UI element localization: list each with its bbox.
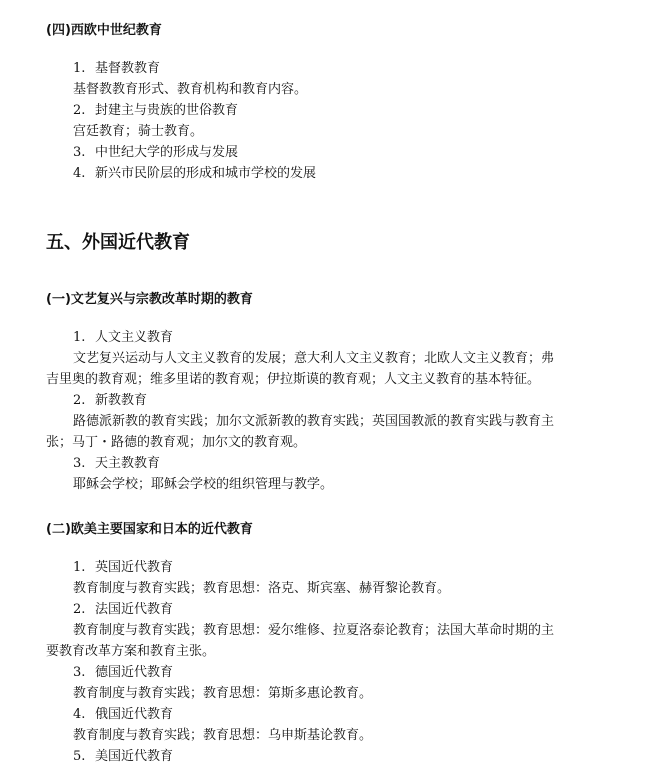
item-title: 封建主与贵族的世俗教育 — [95, 103, 239, 118]
description-line: 要教育改革方案和教育主张。 — [46, 644, 216, 659]
item-number: 4. — [73, 707, 86, 722]
list-item — [73, 749, 173, 765]
item-description — [46, 411, 596, 453]
item-title: 人文主义教育 — [95, 330, 174, 345]
list-item — [73, 166, 316, 182]
item-number: 1. — [73, 61, 86, 76]
list-item — [73, 393, 147, 409]
item-description: 教育制度与教育实践；教育思想：乌申斯基论教育。 — [73, 728, 373, 743]
item-number: 1. — [73, 560, 86, 575]
item-title: 天主教教育 — [95, 456, 161, 471]
list-item — [73, 103, 238, 119]
item-title: 中世纪大学的形成与发展 — [95, 145, 239, 160]
section-heading-renaissance-reformation: (一)文艺复兴与宗教改革时期的教育 — [46, 292, 253, 307]
list-item — [73, 665, 173, 681]
item-description — [46, 620, 596, 662]
item-number: 2. — [73, 602, 86, 617]
section-heading-europe-america-japan: (二)欧美主要国家和日本的近代教育 — [46, 522, 253, 537]
item-number: 2. — [73, 103, 86, 118]
item-number: 1. — [73, 330, 86, 345]
item-number: 3. — [73, 456, 86, 471]
item-title: 新教教育 — [95, 393, 148, 408]
description-line: 路德派新教的教育实践；加尔文派新教的教育实践；英国国教派的教育实践与教育主 — [73, 414, 555, 429]
list-item — [73, 456, 160, 472]
item-description: 宫廷教育；骑士教育。 — [73, 124, 204, 139]
list-item — [73, 707, 173, 723]
item-description — [46, 348, 596, 390]
item-description: 教育制度与教育实践；教育思想：洛克、斯宾塞、赫胥黎论教育。 — [73, 581, 451, 596]
item-title: 俄国近代教育 — [95, 707, 174, 722]
description-line: 教育制度与教育实践；教育思想：爱尔维修、拉夏洛泰论教育；法国大革命时期的主 — [73, 623, 555, 638]
description-line: 吉里奥的教育观；维多里诺的教育观；伊拉斯谟的教育观；人文主义教育的基本特征。 — [46, 372, 541, 387]
list-item — [73, 330, 173, 346]
item-number: 3. — [73, 145, 86, 160]
chapter-heading-modern-foreign-education: 五、外国近代教育 — [46, 232, 190, 253]
item-title: 美国近代教育 — [95, 749, 174, 764]
item-number: 3. — [73, 665, 86, 680]
item-title: 法国近代教育 — [95, 602, 174, 617]
item-description: 教育制度与教育实践；教育思想：第斯多惠论教育。 — [73, 686, 373, 701]
list-item — [73, 61, 160, 77]
item-number: 4. — [73, 166, 86, 181]
section-heading-western-medieval: (四)西欧中世纪教育 — [46, 23, 162, 38]
item-description: 耶稣会学校；耶稣会学校的组织管理与教学。 — [73, 477, 334, 492]
list-item — [73, 145, 238, 161]
item-description: 基督教教育形式、教育机构和教育内容。 — [73, 82, 308, 97]
list-item — [73, 602, 173, 618]
description-line: 文艺复兴运动与人文主义教育的发展；意大利人文主义教育；北欧人文主义教育；弗 — [73, 351, 555, 366]
item-title: 德国近代教育 — [95, 665, 174, 680]
item-number: 5. — [73, 749, 86, 764]
list-item — [73, 560, 173, 576]
item-title: 新兴市民阶层的形成和城市学校的发展 — [95, 166, 317, 181]
description-line: 张；马丁・路德的教育观；加尔文的教育观。 — [46, 435, 307, 450]
item-title: 英国近代教育 — [95, 560, 174, 575]
item-title: 基督教教育 — [95, 61, 161, 76]
item-number: 2. — [73, 393, 86, 408]
